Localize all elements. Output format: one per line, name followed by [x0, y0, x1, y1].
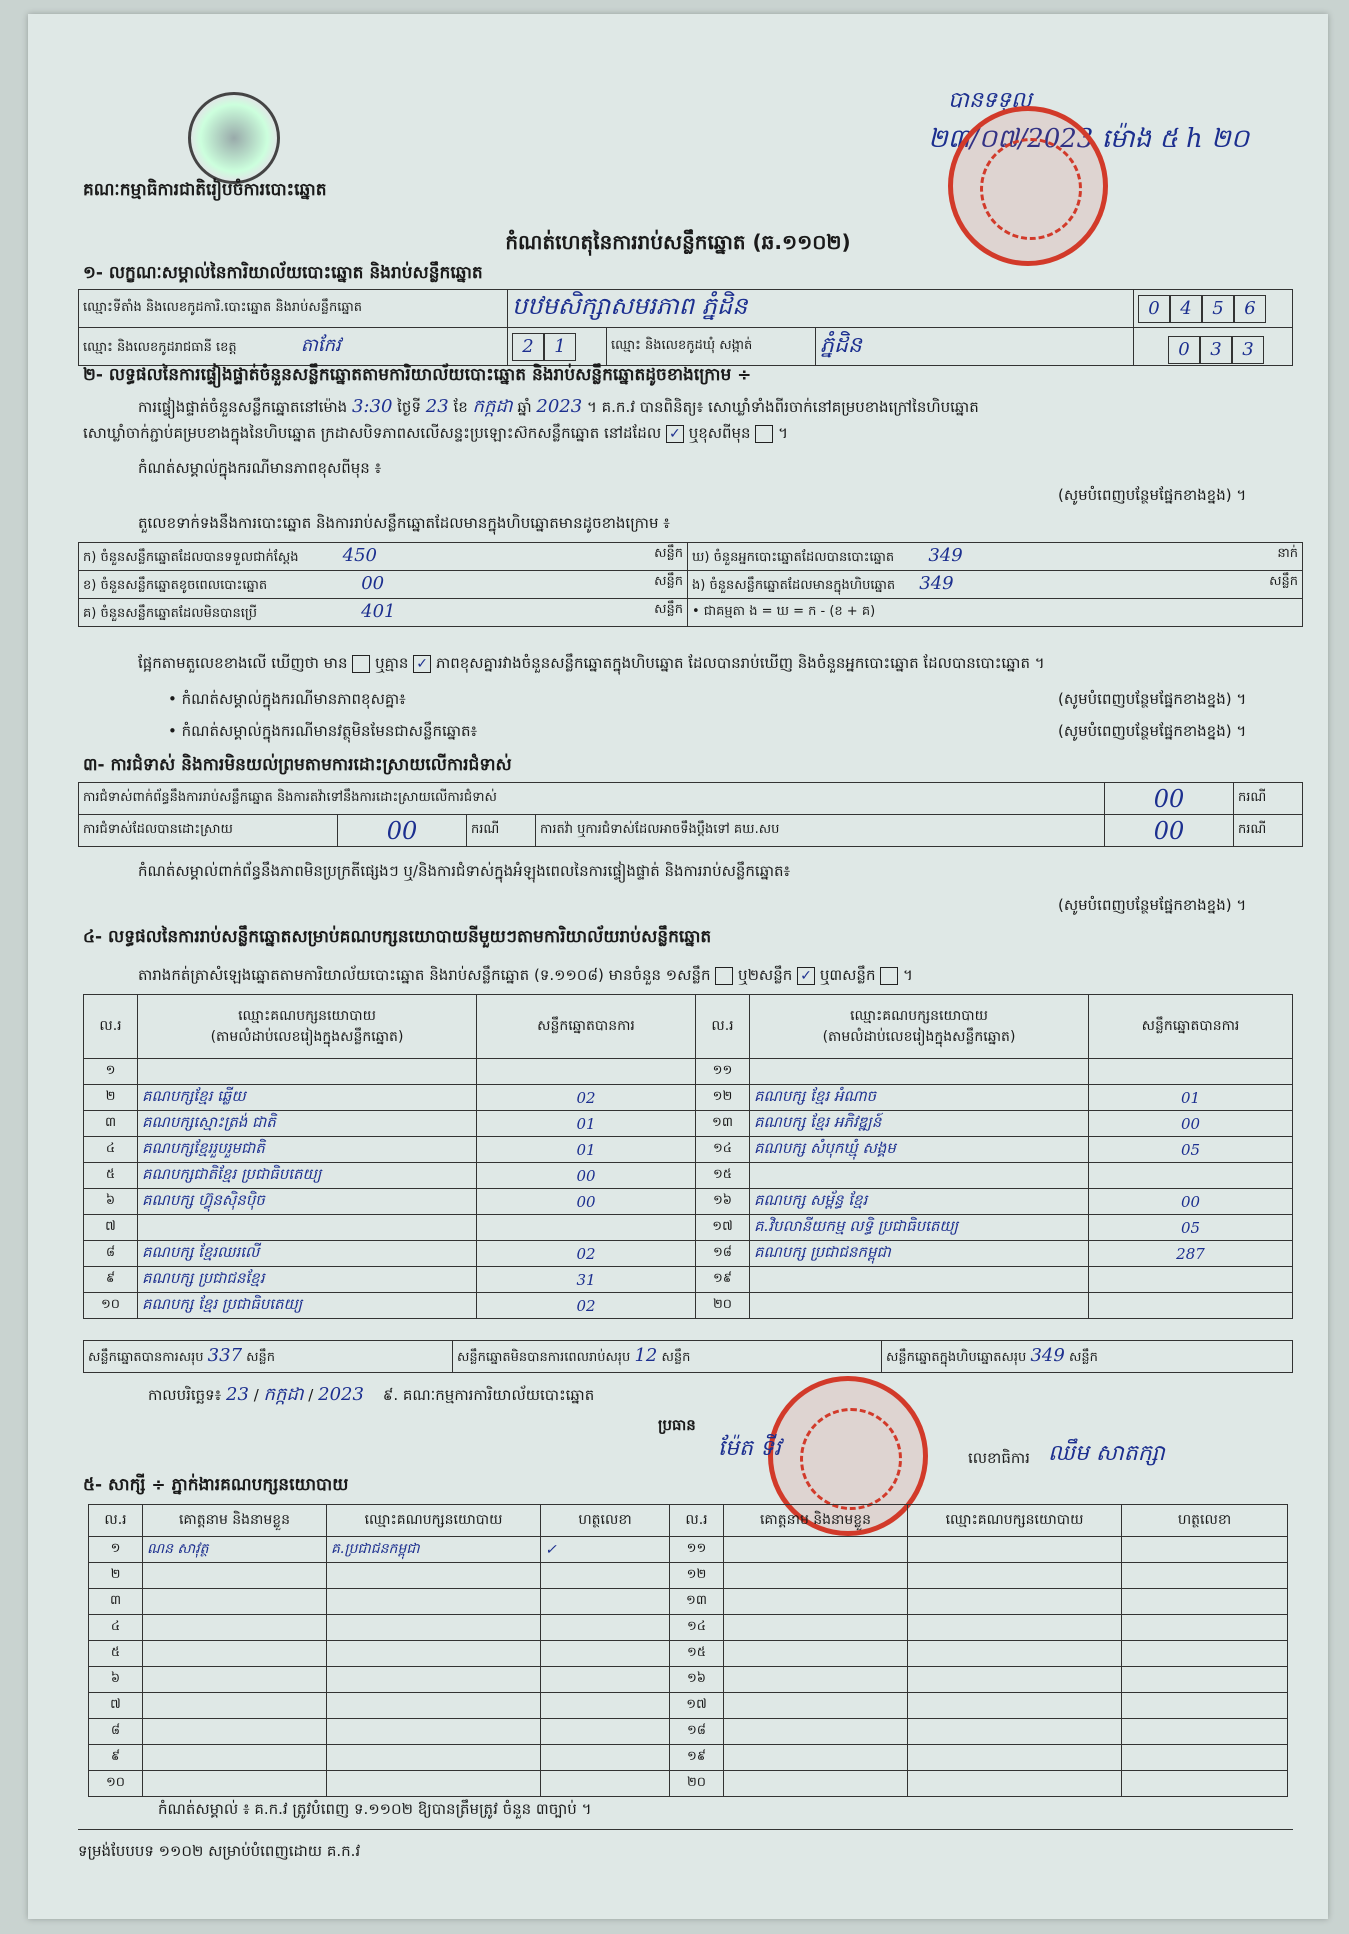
row-no: ១៧: [696, 1215, 750, 1241]
figure-a-value: 450: [342, 545, 378, 566]
witness-name: [724, 1745, 908, 1771]
table-row: [84, 1085, 1293, 1111]
row-no: ១៧: [670, 1693, 724, 1719]
witness-party: [327, 1693, 541, 1719]
objections-table: [78, 782, 1303, 847]
figures-table: [78, 542, 1303, 627]
witness-signature: [1122, 1693, 1288, 1719]
section1-heading: ១- លក្ខណៈសម្គាល់នៃការិយាល័យបោះឆ្នោត និងរាប់សន្លឹកឆ្នោត: [83, 263, 483, 283]
secretary-signature: ឈឹម សាតក្សា: [1048, 1441, 1165, 1466]
witness-row: [89, 1589, 1288, 1615]
location-value: បឋមសិក្សាសមរភាព ភ្នំដិន: [508, 290, 1134, 328]
witness-row: [89, 1745, 1288, 1771]
appeal-value: 00: [1105, 815, 1234, 847]
total-invalid: សន្លឹកឆ្នោតមិនបានការពេលរាប់សរុប 12 សន្លឹក: [453, 1341, 882, 1373]
party-votes: 01: [477, 1111, 696, 1137]
witness-name: [143, 1615, 327, 1641]
section2-heading: ២- លទ្ធផលនៃការផ្ទៀងផ្ទាត់ចំនួនសន្លឹកឆ្នោតតាមការិយាល័យបោះឆ្នោត និងរាប់សន្លឹកឆ្នោតដូចខាងក្រោម ÷: [83, 365, 752, 385]
party-votes: [1089, 1163, 1293, 1189]
chair-label: ប្រធាន: [658, 1416, 696, 1434]
row-no: ៤: [84, 1137, 138, 1163]
nec-emblem-logo: [188, 92, 280, 184]
row-no: ៩: [89, 1745, 143, 1771]
row-no: ១៩: [696, 1267, 750, 1293]
party-votes: [1089, 1267, 1293, 1293]
row-no: ១០: [84, 1293, 138, 1319]
witness-signature: [1122, 1745, 1288, 1771]
party-votes: 01: [477, 1137, 696, 1163]
row-no: ១៦: [696, 1189, 750, 1215]
witness-party: [908, 1667, 1122, 1693]
form-paper: [28, 14, 1328, 1919]
col-votes: សន្លឹកឆ្នោតបានការ: [1089, 995, 1293, 1059]
province-label: ឈ្មោះ និងលេខកូដរាជធានី ខេត្ត តាកែវ: [79, 328, 508, 366]
province-value: តាកែវ: [300, 335, 341, 356]
witness-name: [143, 1641, 327, 1667]
case-label: ករណី: [467, 815, 536, 847]
witness-signature: [541, 1641, 670, 1667]
row-no: ១១: [696, 1059, 750, 1085]
party-name: គ.វិបលានីយកម្ម លទ្ធិ ប្រជាធិបតេយ្យ: [750, 1215, 1089, 1241]
row-no: ១២: [696, 1085, 750, 1111]
w-col-no: ល.រ: [89, 1505, 143, 1537]
witness-party: [908, 1771, 1122, 1797]
witness-name: [724, 1563, 908, 1589]
chair-signature: ម៉ែត ទីវ: [718, 1436, 781, 1461]
total-in-box-value: 349: [1030, 1345, 1065, 1366]
commune-label: ឈ្មោះ និងលេខកូដឃុំ សង្កាត់: [607, 328, 816, 366]
resolved-value: 00: [338, 815, 467, 847]
party-votes: [477, 1059, 696, 1085]
row-no: ៤: [89, 1615, 143, 1641]
party-name: គណបក្ស សម្ព័ន្ធ ខ្មែរ: [750, 1189, 1089, 1215]
w-col-party: ឈ្មោះគណបក្សនយោបាយ: [908, 1505, 1122, 1537]
objections-counting-label: ការជំទាស់ពាក់ព័ន្ធនឹងការរាប់សន្លឹកឆ្នោត និងការតវ៉ាទៅនឹងការដោះស្រាយលើការជំទាស់: [79, 783, 1105, 815]
witness-name: [143, 1719, 327, 1745]
row-no: ១: [84, 1059, 138, 1085]
table-row: [84, 1215, 1293, 1241]
witness-row: [89, 1537, 1288, 1563]
witness-party: [327, 1745, 541, 1771]
witness-row: [89, 1641, 1288, 1667]
table-row: [84, 1111, 1293, 1137]
row-no: ៨: [89, 1719, 143, 1745]
row-no: ៥: [89, 1641, 143, 1667]
footer-divider: [78, 1829, 1293, 1830]
witness-signature: [541, 1563, 670, 1589]
witness-signature: [1122, 1563, 1288, 1589]
form-title: កំណត់ហេតុនៃការរាប់សន្លឹកឆ្នោត (ឆ.១១០២): [505, 230, 851, 254]
witness-name: [143, 1667, 327, 1693]
witness-party: [327, 1563, 541, 1589]
secretary-label: លេខាធិការ: [968, 1449, 1030, 1467]
witness-party: [908, 1615, 1122, 1641]
witness-party: [908, 1563, 1122, 1589]
witness-table: [88, 1504, 1288, 1797]
results-table: [83, 994, 1293, 1319]
party-votes: 287: [1089, 1241, 1293, 1267]
party-votes: [1089, 1293, 1293, 1319]
party-name: គណបក្ស ប្រជាជនកម្ពុជា: [750, 1241, 1089, 1267]
irregularity-note-suffix: (សូមបំពេញបន្ថែមផ្នែកខាងខ្នង) ។: [1058, 896, 1247, 914]
commune-code: 0 3 3: [1134, 328, 1293, 366]
one-sheet-checkbox[interactable]: [715, 967, 733, 985]
two-sheet-checkbox[interactable]: ✓: [797, 967, 815, 985]
witness-signature: [541, 1667, 670, 1693]
table-row: [84, 1293, 1293, 1319]
bullet-foreign-object: • កំណត់សម្គាល់ក្នុងករណីមានវត្ថុមិនមែនជាសន្លឹកឆ្នោត៖: [168, 722, 478, 740]
row-no: ១៣: [696, 1111, 750, 1137]
witness-name: [143, 1589, 327, 1615]
col-party: ឈ្មោះគណបក្សនយោបាយ (តាមលំដាប់លេខរៀងក្នុងសន្លឹកឆ្នោត): [750, 995, 1089, 1059]
figure-d: ឃ) ចំនួនអ្នកបោះឆ្នោតដែលបានបោះឆ្នោត 349 នាក់: [688, 543, 1303, 571]
figure-c: គ) ចំនួនសន្លឹកឆ្នោតដែលមិនបានប្រើ 401 សន្លឹក: [79, 599, 688, 627]
irregularity-note: កំណត់សម្គាល់ពាក់ព័ន្ធនឹងភាពមិនប្រក្រតីផ្សេងៗ ឬ/និងការជំទាស់ក្នុងអំឡុងពេលនៃការផ្ទៀងផ្ទាត់ និងការរាប់សន្លឹកឆ្នោត៖: [138, 862, 791, 880]
verification-month: កក្កដា: [472, 396, 513, 417]
total-invalid-value: 12: [634, 1345, 658, 1366]
section3-heading: ៣- ការជំទាស់ និងការមិនយល់ព្រមតាមការដោះស្រាយលើការជំទាស់: [83, 755, 512, 775]
party-name: គណបក្ស ខ្មែរ អភិវឌ្ឍន៍: [750, 1111, 1089, 1137]
witness-name: [724, 1589, 908, 1615]
col-no: ល.រ: [84, 995, 138, 1059]
witness-signature: [1122, 1641, 1288, 1667]
bullet-discrepancy-suffix: (សូមបំពេញបន្ថែមផ្នែកខាងខ្នង) ។: [1058, 690, 1247, 708]
discrepancy-line: ផ្អែកតាមតួលេខខាងលើ ឃើញថា មាន ឬគ្មាន ✓ ភាពខុសគ្នារវាងចំនួនសន្លឹកឆ្នោតក្នុងហិបឆ្នោត ដែលបានរាប់ឃើញ និងចំនួនអ្នកបោះឆ្នោត ដែលបានបោះឆ្នោត ។: [138, 654, 1045, 672]
col-votes: សន្លឹកឆ្នោតបានការ: [477, 995, 696, 1059]
party-name: គណបក្សជាតិខ្មែរ ប្រជាធិបតេយ្យ: [138, 1163, 477, 1189]
table-row: [84, 1267, 1293, 1293]
row-no: ១៥: [670, 1641, 724, 1667]
party-name: គណបក្ស ខ្មែរ អំណាច: [750, 1085, 1089, 1111]
total-valid: សន្លឹកឆ្នោតបានការសរុប 337 សន្លឹក: [84, 1341, 453, 1373]
party-votes: 00: [1089, 1111, 1293, 1137]
location-code: 0 4 5 6: [1134, 290, 1293, 328]
witness-party: [908, 1537, 1122, 1563]
section1-table: [78, 289, 1293, 366]
row-no: ២០: [696, 1293, 750, 1319]
witness-party: [327, 1771, 541, 1797]
witness-party: [908, 1693, 1122, 1719]
witness-party: [908, 1641, 1122, 1667]
row-no: ១២: [670, 1563, 724, 1589]
row-no: ៥: [84, 1163, 138, 1189]
section5-heading: ៥- សាក្សី ÷ ភ្នាក់ងារគណបក្សនយោបាយ: [83, 1475, 349, 1495]
row-no: ២០: [670, 1771, 724, 1797]
bullet-discrepancy: • កំណត់សម្គាល់ក្នុងករណីមានភាពខុសគ្នា៖: [168, 690, 406, 708]
witness-signature: [541, 1745, 670, 1771]
party-votes: 00: [1089, 1189, 1293, 1215]
totals-table: [83, 1340, 1293, 1373]
witness-name: [724, 1667, 908, 1693]
witness-party: [908, 1719, 1122, 1745]
party-name: គណបក្ស ប្រជាជនខ្មែរ: [138, 1267, 477, 1293]
witness-party: [327, 1615, 541, 1641]
party-votes: 01: [1089, 1085, 1293, 1111]
unchanged-checkbox[interactable]: ✓: [666, 425, 684, 443]
witness-signature: [1122, 1615, 1288, 1641]
witness-signature: [1122, 1719, 1288, 1745]
party-votes: 31: [477, 1267, 696, 1293]
row-no: ៦: [89, 1667, 143, 1693]
witness-name: [143, 1693, 327, 1719]
row-no: ៣: [84, 1111, 138, 1137]
witness-row: [89, 1771, 1288, 1797]
witness-signature: [541, 1693, 670, 1719]
witness-name: [143, 1563, 327, 1589]
table-row: [84, 1137, 1293, 1163]
party-name: [750, 1059, 1089, 1085]
form-note: ទម្រង់បែបបទ ១១០២ សម្រាប់បំពេញដោយ គ.ក.វ: [78, 1842, 361, 1860]
row-no: ២: [84, 1085, 138, 1111]
figure-a: ក) ចំនួនសន្លឹកឆ្នោតដែលបានទទួលជាក់ស្តែង 450 សន្លឹក: [79, 543, 688, 571]
seal-status-line: សោឃ្លាំចាក់ភ្ជាប់គម្របខាងក្នុងនៃហិបឆ្នោត ក្រដាសបិទភាពសលើសន្ទះប្រឡោះស៊កសន្លឹកឆ្នោត នៅដដែល ✓ ឬខុសពីមុន ។: [83, 424, 789, 442]
witness-row: [89, 1667, 1288, 1693]
witness-signature: [1122, 1667, 1288, 1693]
col-party: ឈ្មោះគណបក្សនយោបាយ (តាមលំដាប់លេខរៀងក្នុងសន្លឹកឆ្នោត): [138, 995, 477, 1059]
figures-intro: តួលេខទាក់ទងនឹងការបោះឆ្នោត និងការរាប់សន្លឹកឆ្នោតដែលមានក្នុងហិបឆ្នោតមានដូចខាងក្រោម ៖: [138, 514, 670, 532]
row-no: ១: [89, 1537, 143, 1563]
party-name: គណបក្ស ខ្មែរ ប្រជាធិបតេយ្យ: [138, 1293, 477, 1319]
row-no: ១០: [89, 1771, 143, 1797]
row-no: ១៤: [670, 1615, 724, 1641]
witness-name: [143, 1771, 327, 1797]
row-no: ៧: [89, 1693, 143, 1719]
w-col-sign: ហត្ថលេខា: [541, 1505, 670, 1537]
col-no: ល.រ: [696, 995, 750, 1059]
party-name: [138, 1215, 477, 1241]
figure-b-value: 00: [361, 573, 385, 594]
row-no: ១៥: [696, 1163, 750, 1189]
organization-name: គណៈកម្មាធិការជាតិរៀបចំការបោះឆ្នោត: [83, 180, 327, 200]
verification-line: ការផ្ទៀងផ្ទាត់ចំនួនសន្លឹកឆ្នោតនៅម៉ោង 3:30 ថ្ងៃទី 23 ខែ កក្កដា ឆ្នាំ 2023 ។ គ.ក.វ បានពិនិត្យ៖ សោឃ្លាំទាំងពីរចាក់នៅគម្របខាងក្រៅនៃហិបឆ្នោត: [138, 396, 979, 417]
verification-day: 23: [425, 396, 449, 417]
commune-value: ភ្នំដិន: [816, 328, 1134, 366]
w-col-no: ល.រ: [670, 1505, 724, 1537]
party-name: [750, 1293, 1089, 1319]
witness-row: [89, 1719, 1288, 1745]
row-no: ១៩: [670, 1745, 724, 1771]
three-sheet-checkbox[interactable]: [880, 967, 898, 985]
party-name: គណបក្ស ខ្មែរឈរលើ: [138, 1241, 477, 1267]
row-no: ៩: [84, 1267, 138, 1293]
witness-signature: [1122, 1537, 1288, 1563]
row-no: ៧: [84, 1215, 138, 1241]
party-name: គណបក្សស្មោះត្រង់ ជាតិ: [138, 1111, 477, 1137]
witness-row: [89, 1563, 1288, 1589]
witness-signature: ✓: [541, 1537, 670, 1563]
party-votes: 00: [477, 1163, 696, 1189]
party-votes: 00: [477, 1189, 696, 1215]
handwritten-received: បានទទួល: [948, 88, 1032, 113]
figure-d-value: 349: [928, 545, 963, 566]
footnote: កំណត់សម្គាល់ ៖ គ.ក.វ ត្រូវបំពេញ ទ.១១០២ ឱ្យបានត្រឹមត្រូវ ចំនួន ៣ច្បាប់ ។: [158, 1800, 592, 1818]
witness-signature: [541, 1719, 670, 1745]
formula: • ជាគម្មតា ង = ឃ = ក - (ខ + គ): [688, 599, 1303, 627]
party-votes: 05: [1089, 1215, 1293, 1241]
difference-note-label: កំណត់សម្គាល់ក្នុងករណីមានភាពខុសពីមុន ៖: [138, 459, 382, 477]
objections-counting-value: 00: [1105, 783, 1234, 815]
witness-name: [724, 1719, 908, 1745]
witness-party: [327, 1719, 541, 1745]
bullet-foreign-object-suffix: (សូមបំពេញបន្ថែមផ្នែកខាងខ្នង) ។: [1058, 722, 1247, 740]
total-in-box: សន្លឹកឆ្នោតក្នុងហិបឆ្នោតសរុប 349 សន្លឹក: [882, 1341, 1293, 1373]
party-votes: [477, 1215, 696, 1241]
party-name: [750, 1267, 1089, 1293]
party-votes: 05: [1089, 1137, 1293, 1163]
witness-signature: [1122, 1589, 1288, 1615]
witness-party: [908, 1589, 1122, 1615]
witness-name: [143, 1745, 327, 1771]
party-name: [750, 1163, 1089, 1189]
party-name: គណបក្ស សំបុកឃ្មុំ សង្គម: [750, 1137, 1089, 1163]
case-label: ករណី: [1234, 783, 1303, 815]
witness-signature: [1122, 1771, 1288, 1797]
witness-name: ណន សាវុត្ថ: [143, 1537, 327, 1563]
row-no: ២: [89, 1563, 143, 1589]
witness-name: [724, 1615, 908, 1641]
location-label: ឈ្មោះទីតាំង និងលេខកូដការិ.បោះឆ្នោត និងរាប់សន្លឹកឆ្នោត: [79, 290, 508, 328]
party-name: គណបក្សខ្មែរ ឆ្លើយ: [138, 1085, 477, 1111]
table-row: [84, 1163, 1293, 1189]
witness-name: [724, 1771, 908, 1797]
witness-party: [327, 1589, 541, 1615]
section4-heading: ៤- លទ្ធផលនៃការរាប់សន្លឹកឆ្នោតសម្រាប់គណបក្សនយោបាយនីមួយៗតាមការិយាល័យរាប់សន្លឹកឆ្នោត: [83, 927, 712, 947]
w-col-sign: ហត្ថលេខា: [1122, 1505, 1288, 1537]
party-name: គណបក្ស ហ៊្វុនស៊ិនប៉ិច: [138, 1189, 477, 1215]
w-col-name: គោត្តនាម និងនាមខ្លួន: [724, 1505, 908, 1537]
witness-name: [724, 1693, 908, 1719]
witness-row: [89, 1615, 1288, 1641]
witness-signature: [541, 1589, 670, 1615]
verification-year: 2023: [536, 396, 583, 417]
figure-e-value: 349: [919, 573, 954, 594]
row-no: ១៨: [670, 1719, 724, 1745]
appeal-label: ការតវ៉ា ឬការជំទាស់ដែលអាចទឹងប្តឹងទៅ គឃ.សប: [536, 815, 1105, 847]
table-row: [84, 1189, 1293, 1215]
row-no: ១១: [670, 1537, 724, 1563]
party-votes: 02: [477, 1293, 696, 1319]
verification-time: 3:30: [351, 396, 393, 417]
party-votes: 02: [477, 1085, 696, 1111]
witness-party: គ.ប្រជាជនកម្ពុជា: [327, 1537, 541, 1563]
figure-c-value: 401: [361, 601, 396, 622]
province-code: 2 1: [508, 328, 607, 366]
row-no: ១៦: [670, 1667, 724, 1693]
witness-name: [724, 1641, 908, 1667]
witness-name: [724, 1537, 908, 1563]
witness-party: [327, 1667, 541, 1693]
total-valid-value: 337: [207, 1345, 243, 1366]
date-line: កាលបរិច្ឆេទ៖ 23 / កក្កដា / 2023 ៩. គណៈកម្មការការិយាល័យបោះឆ្នោត: [148, 1384, 595, 1405]
figure-b: ខ) ចំនួនសន្លឹកឆ្នោតខូចពេលបោះឆ្នោត 00 សន្លឹក: [79, 571, 688, 599]
row-no: ៦: [84, 1189, 138, 1215]
witness-signature: [541, 1615, 670, 1641]
party-name: គណបក្សខ្មែររួបរួមជាតិ: [138, 1137, 477, 1163]
case-label: ករណី: [1234, 815, 1303, 847]
witness-row: [89, 1693, 1288, 1719]
figure-e: ង) ចំនួនសន្លឹកឆ្នោតដែលមានក្នុងហិបឆ្នោត 349 សន្លឹក: [688, 571, 1303, 599]
table-row: [84, 1059, 1293, 1085]
row-no: ១៨: [696, 1241, 750, 1267]
resolved-label: ការជំទាស់ដែលបានដោះស្រាយ: [79, 815, 338, 847]
table-row: [84, 1241, 1293, 1267]
party-votes: [1089, 1059, 1293, 1085]
row-no: ១៤: [696, 1137, 750, 1163]
party-name: [138, 1059, 477, 1085]
w-col-party: ឈ្មោះគណបក្សនយោបាយ: [327, 1505, 541, 1537]
w-col-name: គោត្តនាម និងនាមខ្លួន: [143, 1505, 327, 1537]
witness-party: [908, 1745, 1122, 1771]
row-no: ៨: [84, 1241, 138, 1267]
difference-note-suffix: (សូមបំពេញបន្ថែមផ្នែកខាងខ្នង) ។: [1058, 486, 1247, 504]
no-discrepancy-checkbox[interactable]: ✓: [413, 655, 431, 673]
row-no: ៣: [89, 1589, 143, 1615]
has-discrepancy-checkbox[interactable]: [352, 655, 370, 673]
tally-sheet-line: តារាងកត់ត្រាសំឡេងឆ្នោតតាមការិយាល័យបោះឆ្នោត និងរាប់សន្លឹកឆ្នោត (ទ.១១០៨) មានចំនួន ១សន្លឹក ឬ២សន្លឹក ✓ ឬ៣សន្លឹក ។: [138, 966, 913, 984]
changed-checkbox[interactable]: [755, 425, 773, 443]
witness-signature: [541, 1771, 670, 1797]
row-no: ១៣: [670, 1589, 724, 1615]
handwritten-received-date: ២៣/០៧/2023 ម៉ោង ៥ h ២០: [928, 124, 1250, 154]
witness-party: [327, 1641, 541, 1667]
party-votes: 02: [477, 1241, 696, 1267]
